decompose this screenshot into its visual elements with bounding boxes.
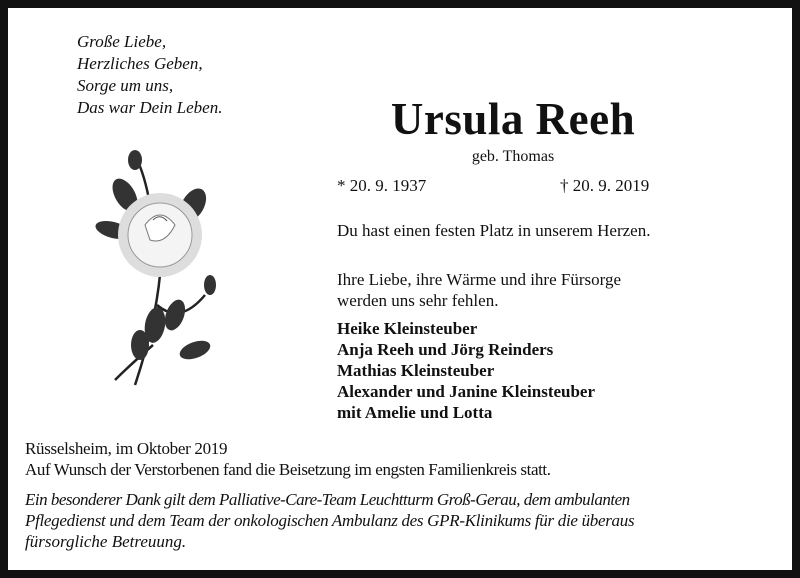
message-line: werden uns sehr fehlen. — [337, 291, 499, 310]
mourner: Heike Kleinsteuber — [337, 319, 478, 338]
place-date: Rüsselsheim, im Oktober 2019 — [25, 439, 228, 458]
poem-line: Sorge um uns, — [77, 76, 174, 95]
poem-line: Herzliches Geben, — [77, 54, 203, 73]
thanks-line: Ein besonderer Dank gilt dem Palliative-Care-Team Leuchtturm Groß-Gerau, dem ambulanten — [25, 490, 630, 509]
thanks-line: fürsorgliche Betreuung. — [25, 532, 187, 551]
mourner: Anja Reeh und Jörg Reinders — [337, 340, 554, 359]
burial-note: Auf Wunsch der Verstorbenen fand die Beisetzung im engsten Familienkreis statt. — [25, 460, 551, 479]
birth-date: * 20. 9. 1937 — [337, 176, 427, 195]
thanks-line: Pflegedienst und dem Team der onkologischen Ambulanz des GPR-Klinikums für die überaus — [25, 511, 635, 530]
deceased-name: Ursula Reeh — [390, 94, 636, 144]
poem-line: Große Liebe, — [77, 32, 167, 51]
quote: Du hast einen festen Platz in unserem Herzen. — [337, 221, 651, 240]
death-date: † 20. 9. 2019 — [560, 176, 650, 195]
message-line: Ihre Liebe, ihre Wärme und ihre Fürsorge — [337, 270, 622, 289]
mourner: Alexander und Janine Kleinsteuber — [337, 382, 596, 401]
poem — [77, 31, 222, 119]
maiden-name: geb. Thomas — [471, 148, 555, 165]
rose-image — [95, 145, 225, 395]
mourner: Mathias Kleinsteuber — [337, 361, 495, 380]
poem-line: Das war Dein Leben. — [77, 98, 223, 117]
mourner: mit Amelie und Lotta — [337, 403, 493, 422]
